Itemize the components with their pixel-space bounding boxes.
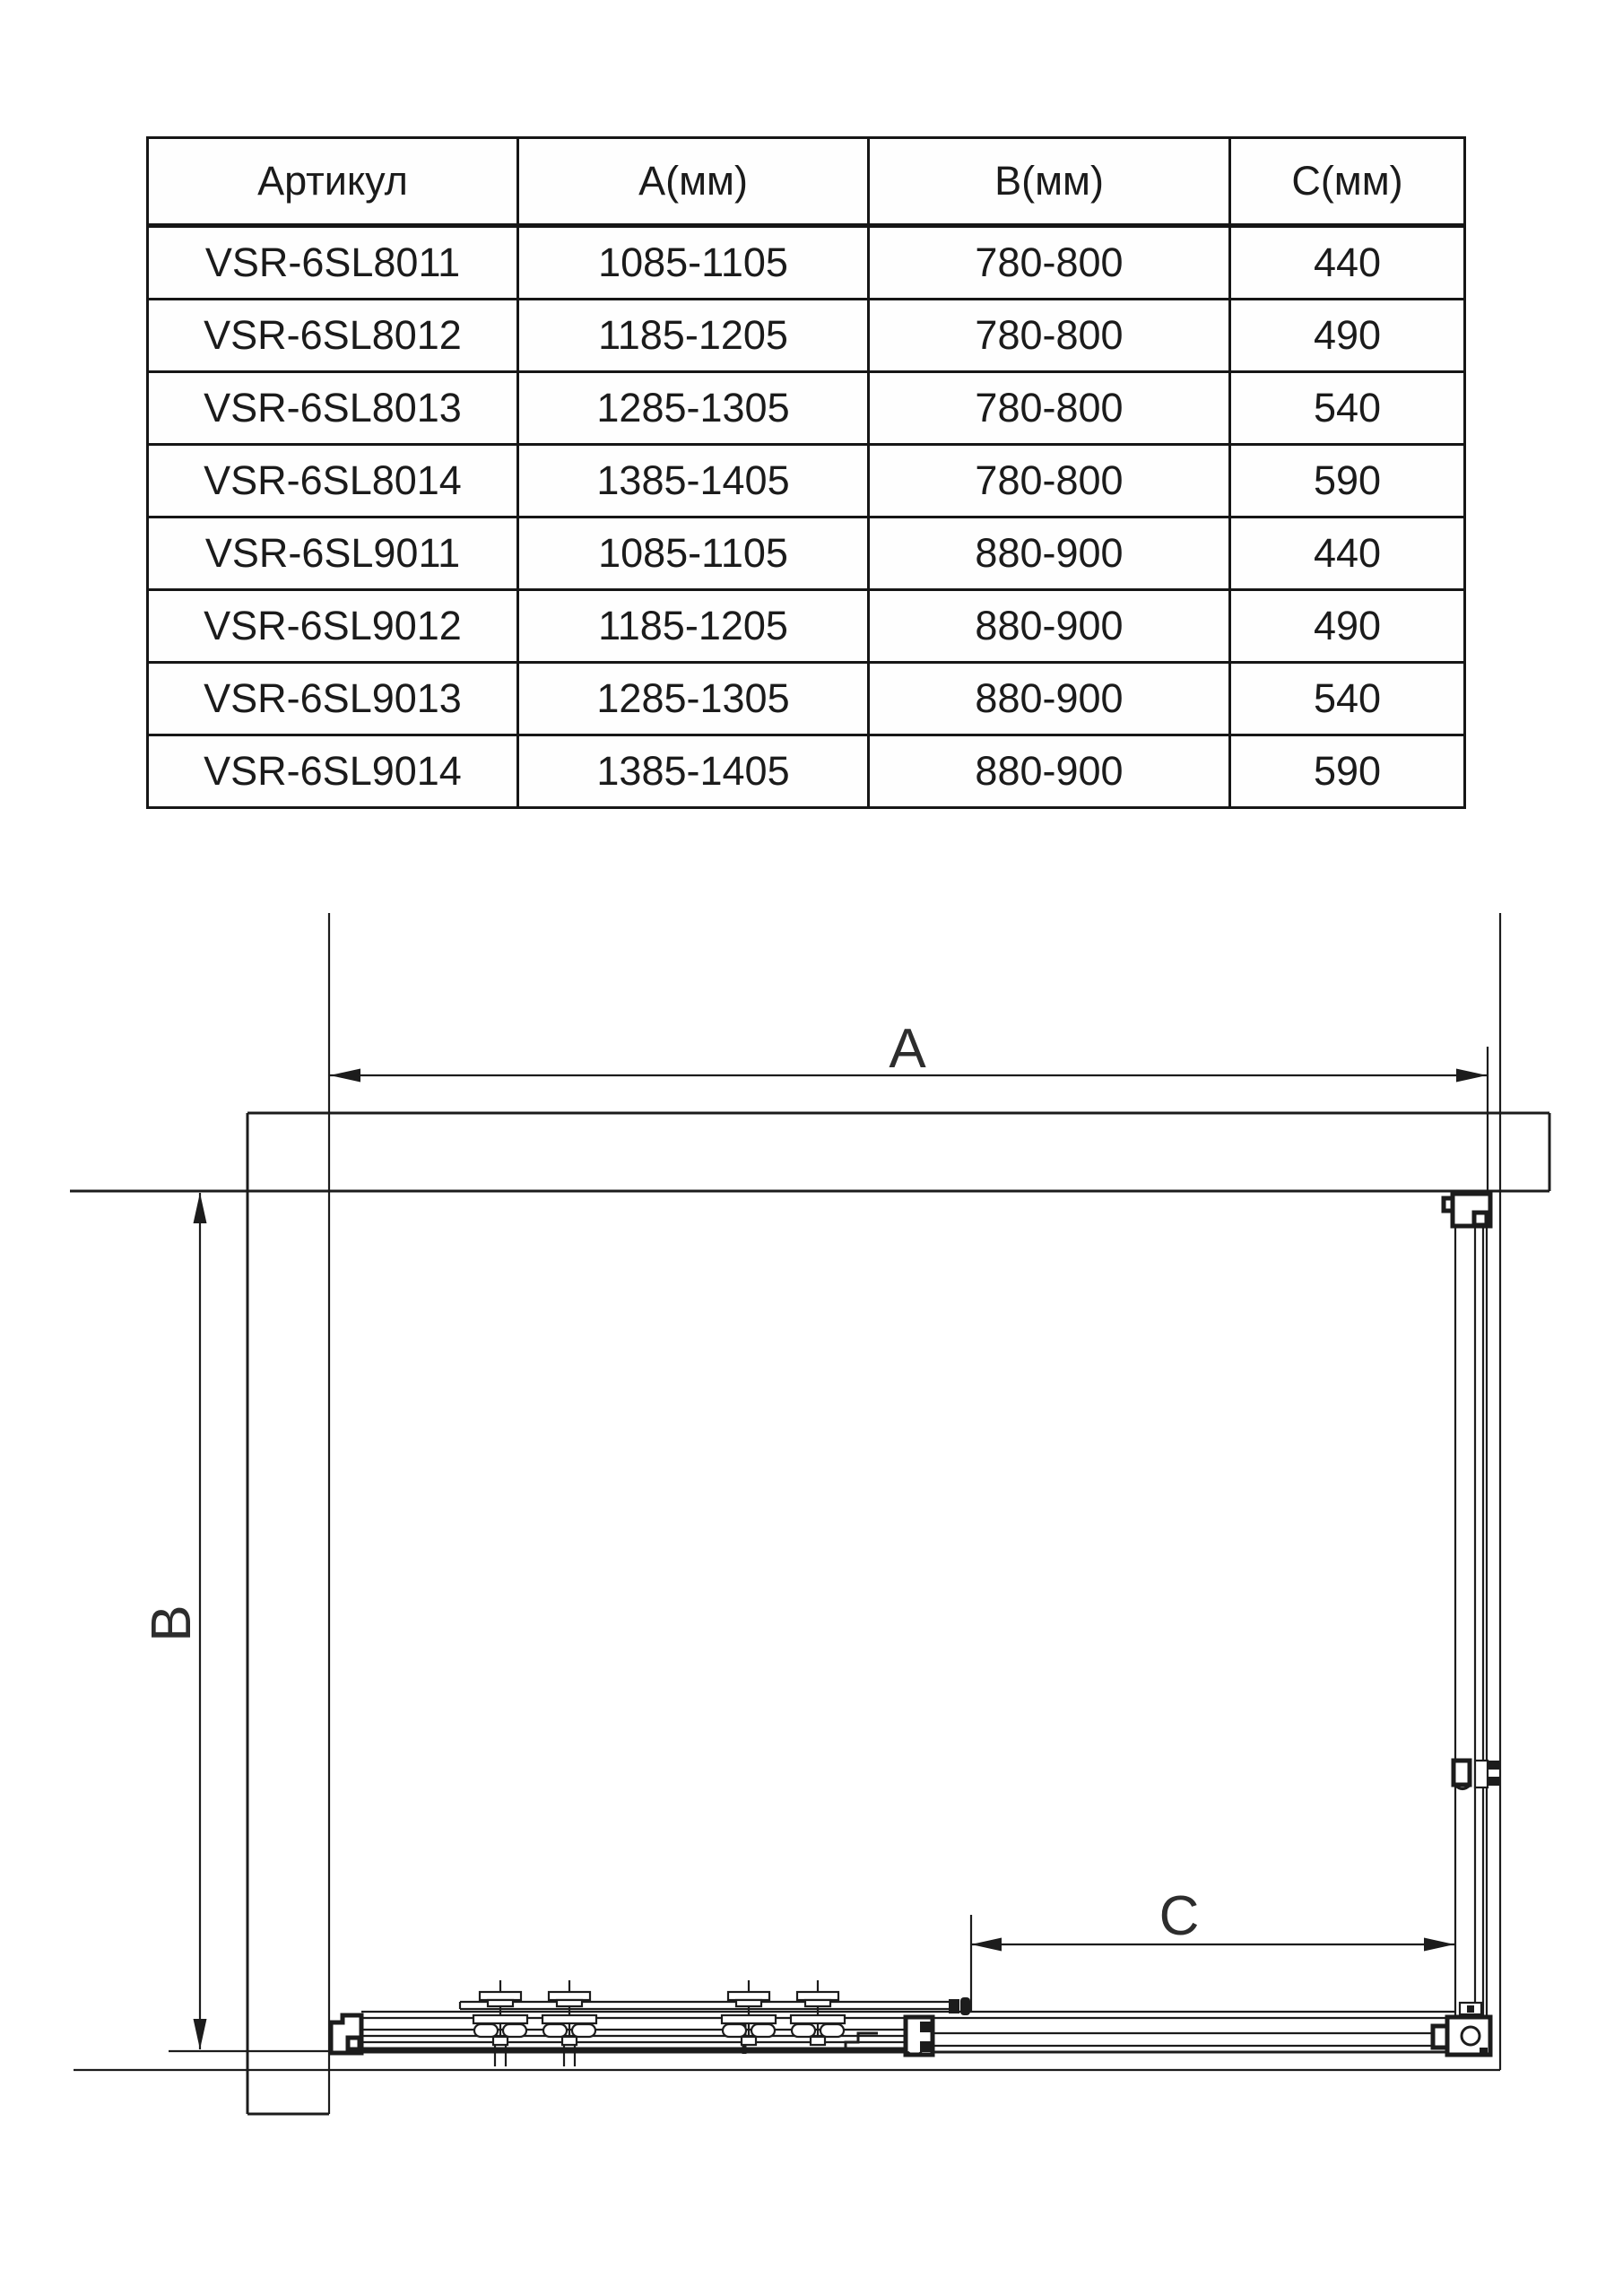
cell-a: 1385-1405 (518, 445, 869, 517)
roller-assembly (722, 1980, 776, 2046)
dim-c-arrow-left (971, 1938, 1002, 1952)
table-row (148, 300, 1465, 372)
roller-wheel (474, 2024, 498, 2037)
cell-article: VSR-6SL8014 (148, 445, 518, 517)
roller-wheel (572, 2024, 595, 2037)
cell-b: 880-900 (869, 517, 1230, 590)
roller-bar (473, 2015, 527, 2023)
roller-foot (493, 2037, 508, 2045)
roller-neck (488, 2000, 513, 2006)
bottom-right-corner-block (1433, 2003, 1490, 2055)
cell-a: 1185-1205 (518, 300, 869, 372)
dimension-a (330, 1018, 1488, 1193)
table-row (148, 735, 1465, 808)
cell-article: VSR-6SL9013 (148, 663, 518, 735)
cell-a: 1385-1405 (518, 735, 869, 808)
header-row (148, 138, 1465, 226)
cell-b: 880-900 (869, 590, 1230, 663)
roller-neck (736, 2000, 761, 2006)
roller-bar (542, 2015, 596, 2023)
roller-hat (480, 1992, 521, 2000)
cell-article: VSR-6SL8012 (148, 300, 518, 372)
dim-c-label: C (1159, 1885, 1200, 1947)
cell-article: VSR-6SL9011 (148, 517, 518, 590)
roller-hat (728, 1992, 769, 2000)
left-wall-profile (331, 2015, 361, 2053)
roller-bar (791, 2015, 845, 2023)
center-guide-block (906, 2017, 933, 2056)
profile-notch (1444, 1198, 1451, 1211)
cell-b: 780-800 (869, 300, 1230, 372)
corner-tab (1433, 2026, 1447, 2048)
cell-c: 540 (1230, 372, 1465, 445)
roller-wheel (751, 2024, 775, 2037)
dimension-c (971, 1885, 1454, 2011)
table-row (148, 590, 1465, 663)
cell-c: 590 (1230, 735, 1465, 808)
cell-b: 780-800 (869, 226, 1230, 300)
roller-assembly (542, 1980, 596, 2066)
cell-a: 1085-1105 (518, 226, 869, 300)
roller-wheel (503, 2024, 526, 2037)
cell-article: VSR-6SL8013 (148, 372, 518, 445)
cell-c: 490 (1230, 590, 1465, 663)
header-dim-b: В(мм) (869, 138, 1230, 226)
dimension-b (141, 1193, 329, 2051)
guide-pad (920, 2041, 931, 2052)
table-row (148, 445, 1465, 517)
cell-c: 540 (1230, 663, 1465, 735)
top-wall-profile (1444, 1194, 1490, 1226)
table-row (148, 226, 1465, 300)
dim-a-arrow-left (330, 1069, 360, 1083)
cell-a: 1185-1205 (518, 590, 869, 663)
panel-foot-pad (1467, 2005, 1474, 2013)
connector-body (1475, 1761, 1488, 1787)
roller-wheel (723, 2024, 746, 2037)
spec-table-body (148, 226, 1465, 808)
roller-hat (549, 1992, 590, 2000)
cell-b: 880-900 (869, 663, 1230, 735)
roller-wheel (820, 2024, 844, 2037)
header-article: Артикул (148, 138, 518, 226)
cell-b: 880-900 (869, 735, 1230, 808)
roller-foot (562, 2037, 577, 2045)
cell-c: 490 (1230, 300, 1465, 372)
dim-b-arrow-bottom (194, 2019, 207, 2049)
panel-mid-connector (1454, 1761, 1500, 1789)
cell-a: 1285-1305 (518, 663, 869, 735)
spec-table (146, 136, 1466, 809)
connector-pad (1488, 1777, 1500, 1786)
roller-bar (722, 2015, 776, 2023)
profile-insert (1474, 1213, 1487, 1225)
dim-c-arrow-right (1424, 1938, 1454, 1952)
door-handle-knob (949, 1999, 959, 2013)
roller-hat (797, 1992, 838, 2000)
dim-b-label: B (141, 1605, 203, 1642)
roller-assembly (791, 1980, 845, 2046)
cell-article: VSR-6SL9012 (148, 590, 518, 663)
table-row (148, 517, 1465, 590)
technical-drawing (0, 807, 1623, 2296)
dim-a-label: A (889, 1018, 926, 1080)
roller-wheel (792, 2024, 815, 2037)
connector-pad (1488, 1761, 1500, 1770)
header-dim-a: А(мм) (518, 138, 869, 226)
header-dim-c: С(мм) (1230, 138, 1465, 226)
roller-foot (811, 2037, 825, 2045)
right-glass-panel (1444, 1193, 1500, 2020)
roller-neck (557, 2000, 582, 2006)
cell-c: 590 (1230, 445, 1465, 517)
roller-assembly (473, 1980, 527, 2066)
table-row (148, 663, 1465, 735)
roller-wheel (543, 2024, 567, 2037)
door-handle-knob (960, 1997, 970, 2015)
cell-a: 1085-1105 (518, 517, 869, 590)
table-row (148, 372, 1465, 445)
cell-article: VSR-6SL8011 (148, 226, 518, 300)
cell-a: 1285-1305 (518, 372, 869, 445)
cell-c: 440 (1230, 517, 1465, 590)
connector-body (1454, 1761, 1470, 1785)
corner-pad (1480, 2048, 1488, 2055)
spec-table-container (146, 136, 1466, 809)
dim-b-arrow-top (194, 1193, 207, 1223)
cell-c: 440 (1230, 226, 1465, 300)
cell-b: 780-800 (869, 372, 1230, 445)
cell-article: VSR-6SL9014 (148, 735, 518, 808)
roller-neck (805, 2000, 830, 2006)
profile-insert (348, 2038, 360, 2049)
spec-table-header (148, 138, 1465, 226)
wall-outline (70, 913, 1549, 2114)
roller-foot (742, 2037, 756, 2045)
dim-a-arrow-right (1456, 1069, 1487, 1083)
cell-b: 780-800 (869, 445, 1230, 517)
guide-pad (920, 2022, 931, 2032)
